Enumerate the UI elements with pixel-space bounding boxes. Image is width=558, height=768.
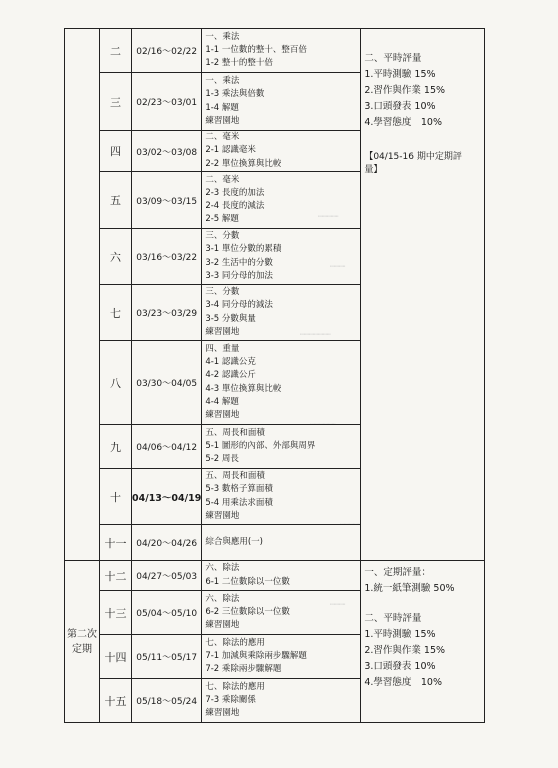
content-line: 練習園地 [205, 708, 240, 719]
assessment-item: 4.學習態度 10% [364, 117, 443, 128]
week-content [202, 73, 361, 131]
week-number: 十一 [100, 525, 132, 561]
week-date: 04/27～05/03 [132, 561, 202, 591]
week-date: 04/13～04/19 [132, 469, 202, 525]
week-content [202, 29, 361, 73]
week-date: 05/11～05/17 [132, 635, 202, 679]
content-line: 練習園地 [205, 115, 240, 126]
content-line: 7-1 加減與乘除兩步驟解題 [205, 650, 307, 661]
week-number: 四 [100, 131, 132, 172]
assessment-item: 2.習作與作業 15% [364, 85, 446, 96]
content-line: 練習園地 [205, 409, 240, 420]
midterm-exam-note: 【04/15-16 期中定期評 [364, 152, 462, 162]
week-number: 七 [100, 285, 132, 341]
assessment-item: 1.統一紙筆測驗 50% [364, 583, 455, 594]
content-line: 1-2 整十的整十倍 [205, 58, 273, 69]
week-number: 十二 [100, 561, 132, 591]
content-line: 1-3 乘法與倍數 [205, 89, 265, 100]
week-date: 05/18～05/24 [132, 679, 202, 723]
assessment-item: 1.平時測驗 15% [364, 629, 436, 640]
content-line: 五、周長和面積 [205, 471, 265, 482]
bleed-through-mark: ┈┈┈┈┈┈ [300, 330, 331, 340]
week-date: 03/02～03/08 [132, 131, 202, 172]
week-number: 三 [100, 73, 132, 131]
week-content [202, 285, 361, 341]
content-line: 4-2 認識公斤 [205, 370, 256, 381]
week-date: 03/23～03/29 [132, 285, 202, 341]
week-number: 八 [100, 341, 132, 425]
content-line: 七、除法的應用 [205, 637, 265, 648]
semester-label-line: 第二次 [67, 628, 97, 640]
assessment-item: 2.習作與作業 15% [364, 645, 446, 656]
week-content [202, 131, 361, 172]
content-line: 練習園地 [205, 620, 240, 631]
content-line: 2-2 單位換算與比較 [205, 158, 282, 169]
assessment-header: 二、平時評量 [364, 53, 422, 64]
week-date: 04/20～04/26 [132, 525, 202, 561]
week-date: 02/23～03/01 [132, 73, 202, 131]
content-line: 五、周長和面積 [205, 427, 265, 438]
content-line: 七、除法的應用 [205, 681, 265, 692]
week-number: 二 [100, 29, 132, 73]
week-content [202, 425, 361, 469]
content-line: 2-4 長度的減法 [205, 201, 265, 211]
week-number: 十 [100, 469, 132, 525]
content-line: 3-4 同分母的減法 [205, 300, 273, 311]
table-row [65, 561, 485, 591]
week-number: 九 [100, 425, 132, 469]
week-content [202, 229, 361, 285]
week-date: 04/06～04/12 [132, 425, 202, 469]
assessment-cell-2 [361, 561, 485, 723]
bleed-through-mark: ┈┈┈ [330, 262, 346, 272]
content-line: 3-1 單位分數的累積 [205, 244, 282, 255]
content-line: 6-2 三位數除以一位數 [205, 606, 290, 617]
schedule-table [64, 28, 485, 723]
content-line: 六、除法 [205, 593, 240, 604]
week-date: 02/16～02/22 [132, 29, 202, 73]
content-line: 5-3 數格子算面積 [205, 484, 273, 495]
bleed-through-mark: ┈┈┈┈ [318, 212, 339, 222]
assessment-item: 3.口頭發表 10% [364, 661, 436, 672]
week-date: 03/30～04/05 [132, 341, 202, 425]
bleed-through-mark: ┈┈┈┈┈ [310, 420, 336, 430]
content-line: 練習園地 [205, 510, 240, 521]
content-line: 5-1 圖形的內部、外部與周界 [205, 440, 316, 451]
content-line: 7-2 乘除兩步驟解題 [205, 664, 282, 675]
week-content [202, 341, 361, 425]
content-line: 1-1 一位數的整十、整百倍 [205, 44, 307, 55]
week-date: 05/04～05/10 [132, 591, 202, 635]
content-line: 三、分數 [205, 231, 240, 242]
assessment-header: 一、定期評量： [364, 567, 431, 578]
content-line: 二、毫米 [205, 132, 240, 143]
bleed-through-mark: ┈┈┈┈ [340, 520, 361, 530]
content-line: 3-5 分數與量 [205, 313, 256, 324]
semester-label [65, 561, 100, 723]
content-line: 一、乘法 [205, 31, 240, 42]
content-line: 3-2 生活中的分數 [205, 257, 273, 268]
content-line: 4-4 解題 [205, 396, 239, 407]
content-line: 二、毫米 [205, 174, 240, 185]
assessment-item: 1.平時測驗 15% [364, 69, 436, 80]
content-line: 7-3 乘除關係 [205, 694, 256, 705]
semester-cell-blank [65, 29, 100, 561]
content-line: 2-5 解題 [205, 214, 239, 225]
week-content [202, 591, 361, 635]
week-content [202, 469, 361, 525]
content-line: 1-4 解題 [205, 102, 239, 113]
week-content [202, 172, 361, 229]
content-line: 5-4 用乘法求面積 [205, 497, 273, 508]
content-line: 四、重量 [205, 343, 240, 354]
content-line: 2-3 長度的加法 [205, 187, 265, 198]
content-line: 練習園地 [205, 326, 240, 337]
assessment-item: 4.學習態度 10% [364, 677, 443, 688]
assessment-cell-1 [361, 29, 485, 561]
content-line: 三、分數 [205, 287, 240, 298]
week-date: 03/16～03/22 [132, 229, 202, 285]
content-line: 六、除法 [205, 563, 240, 574]
week-date: 03/09～03/15 [132, 172, 202, 229]
assessment-item: 3.口頭發表 10% [364, 101, 436, 112]
week-content [202, 561, 361, 591]
content-line: 一、乘法 [205, 76, 240, 87]
assessment-header: 二、平時評量 [364, 613, 422, 624]
week-number: 十三 [100, 591, 132, 635]
semester-label-line: 定期 [72, 643, 92, 655]
week-number: 五 [100, 172, 132, 229]
bleed-through-mark: ┈┈┈ [330, 600, 346, 610]
week-content [202, 525, 361, 561]
week-content [202, 635, 361, 679]
table-row [65, 29, 485, 73]
content-line: 6-1 二位數除以一位數 [205, 576, 290, 587]
content-line: 4-1 認識公克 [205, 357, 256, 368]
week-number: 六 [100, 229, 132, 285]
week-number: 十五 [100, 679, 132, 723]
content-line: 2-1 認識毫米 [205, 145, 256, 156]
week-number: 十四 [100, 635, 132, 679]
content-line: 4-3 單位換算與比較 [205, 383, 282, 394]
content-line: 綜合與應用(一) [205, 536, 263, 547]
content-line: 3-3 同分母的加法 [205, 270, 273, 281]
week-content [202, 679, 361, 723]
content-line: 5-2 周長 [205, 454, 239, 465]
midterm-exam-note: 量】 [364, 165, 383, 175]
